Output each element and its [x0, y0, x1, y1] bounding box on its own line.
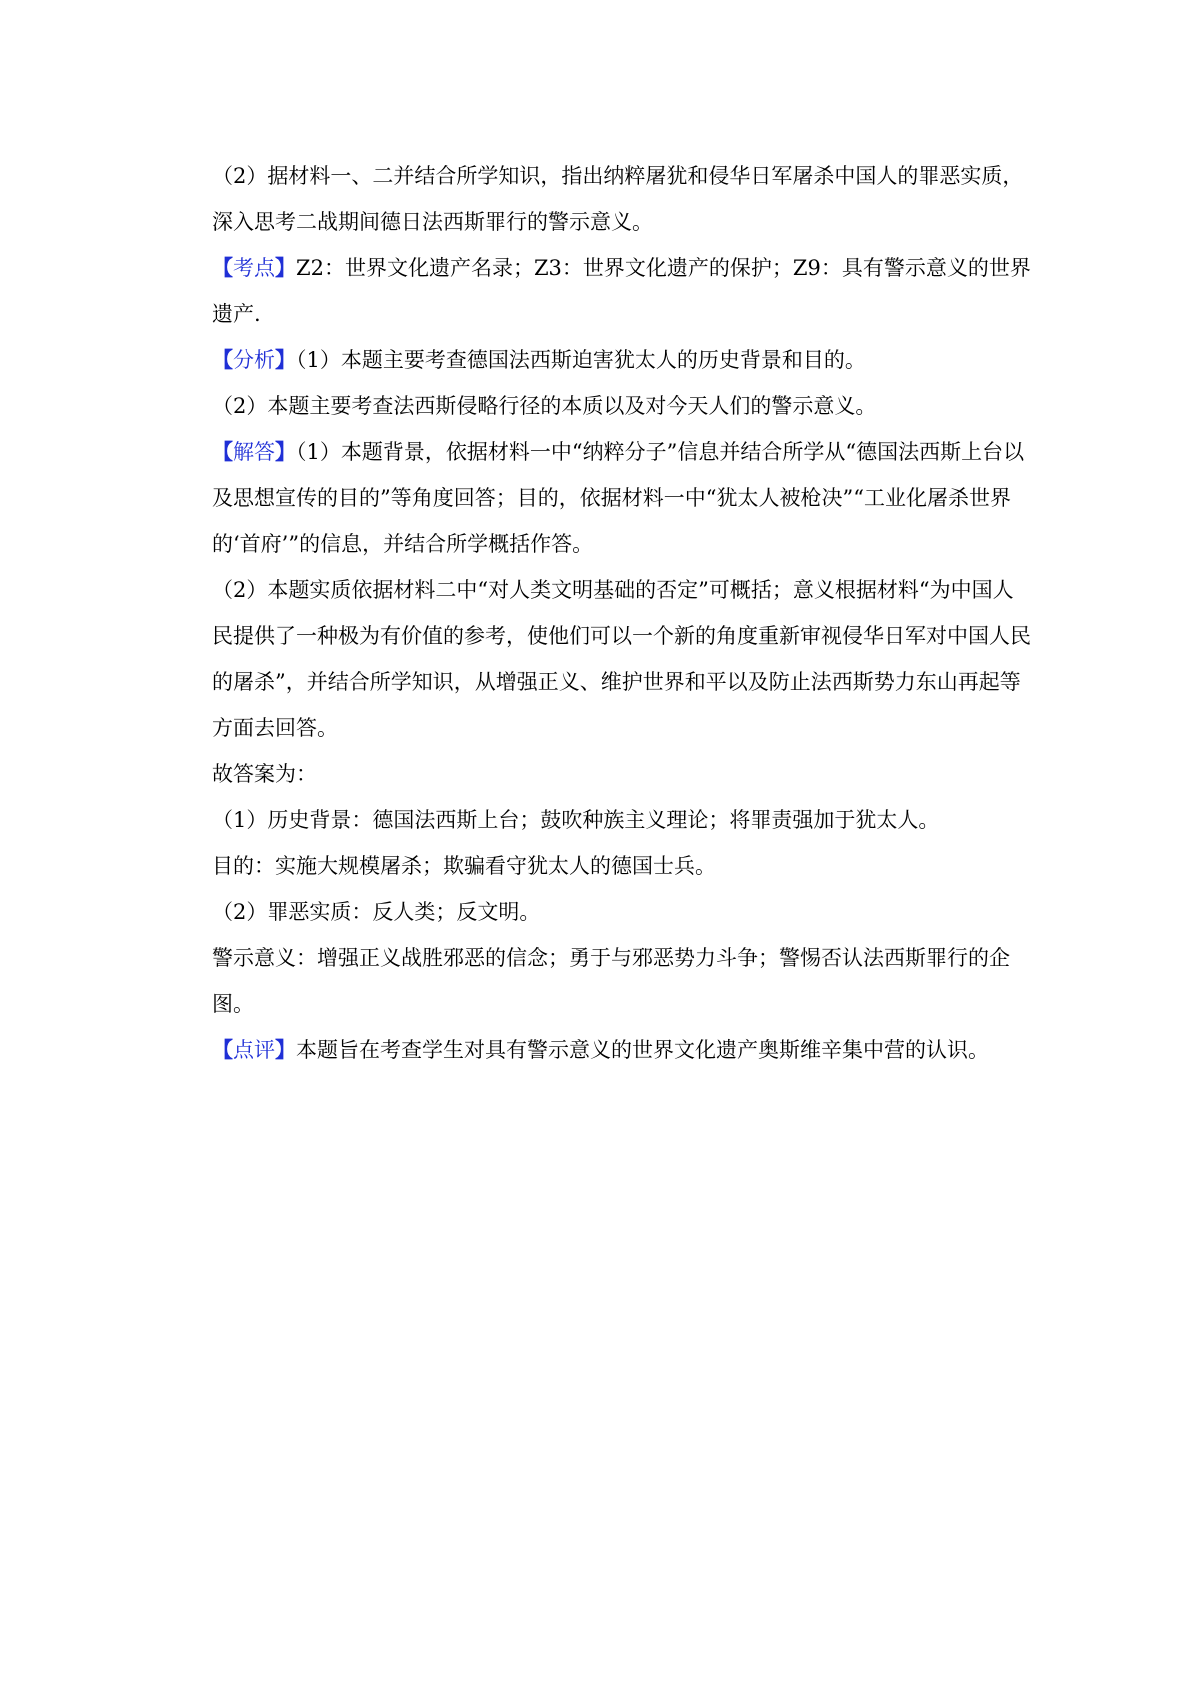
- dianping-label: 点评: [233, 1038, 275, 1062]
- answer-intro: 故答案为：: [212, 762, 317, 786]
- jieda-label: 解答: [233, 440, 275, 464]
- kaodian-open-bracket: 【: [212, 255, 233, 280]
- fenxi-text-2: （2）本题主要考查法西斯侵略行径的本质以及对今天人们的警示意义。: [212, 394, 877, 418]
- kaodian-tag: [212, 255, 296, 280]
- fenxi-open-bracket: 【: [212, 347, 233, 372]
- kaodian-text: Z2：世界文化遗产名录；Z3：世界文化遗产的保护；Z9：具有警示意义的世界遗产.: [212, 256, 1031, 326]
- fenxi-close-bracket: 】: [275, 347, 296, 372]
- kaodian-close-bracket: 】: [275, 255, 296, 280]
- jieda-open-bracket: 【: [212, 439, 233, 464]
- dianping-tag: [212, 1037, 296, 1062]
- fenxi-text-1: （1）本题主要考查德国法西斯迫害犹太人的历史背景和目的。: [296, 348, 866, 372]
- answer-1-purpose: 目的：实施大规模屠杀；欺骗看守犹太人的德国士兵。: [212, 854, 716, 878]
- document-content: [212, 153, 1034, 1073]
- jieda-section: [212, 429, 1034, 567]
- dianping-open-bracket: 【: [212, 1037, 233, 1062]
- kaodian-section: [212, 245, 1034, 337]
- question-2-text: （2）据材料一、二并结合所学知识，指出纳粹屠犹和侵华日军屠杀中国人的罪恶实质，深入思考二战期间德日法西斯罪行的警示意义。: [212, 164, 1024, 234]
- fenxi-section: [212, 337, 1034, 383]
- dianping-text: 本题旨在考查学生对具有警示意义的世界文化遗产奥斯维辛集中营的认识。: [296, 1038, 989, 1062]
- answer-2-warning: 警示意义：增强正义战胜邪恶的信念；勇于与邪恶势力斗争；警惕否认法西斯罪行的企图。: [212, 946, 1010, 1016]
- jieda-text-2: （2）本题实质依据材料二中“对人类文明基础的否定”可概括；意义根据材料“为中国人民提供了一种极为有价值的参考，使他们可以一个新的角度重新审视侵华日军对中国人民的屠杀”，并结合所学知识，从增强正义、维护世界和平以及防止法西斯势力东山再起等方面去回答。: [212, 578, 1031, 740]
- jieda-text-1: （1）本题背景，依据材料一中“纳粹分子”信息并结合所学从“德国法西斯上台以及思想宣传的目的”等角度回答；目的，依据材料一中“犹太人被枪决”“工业化屠杀世界的‘首府’”的信息，并结合所学概括作答。: [212, 440, 1025, 556]
- dianping-close-bracket: 】: [275, 1037, 296, 1062]
- dianping-section: [212, 1027, 1034, 1073]
- fenxi-label: 分析: [233, 348, 275, 372]
- answer-1: （1）历史背景：德国法西斯上台；鼓吹种族主义理论；将罪责强加于犹太人。: [212, 808, 940, 832]
- fenxi-tag: [212, 347, 296, 372]
- answer-2: （2）罪恶实质：反人类；反文明。: [212, 900, 541, 924]
- jieda-close-bracket: 】: [275, 439, 296, 464]
- kaodian-label: 考点: [233, 256, 275, 280]
- jieda-tag: [212, 439, 296, 464]
